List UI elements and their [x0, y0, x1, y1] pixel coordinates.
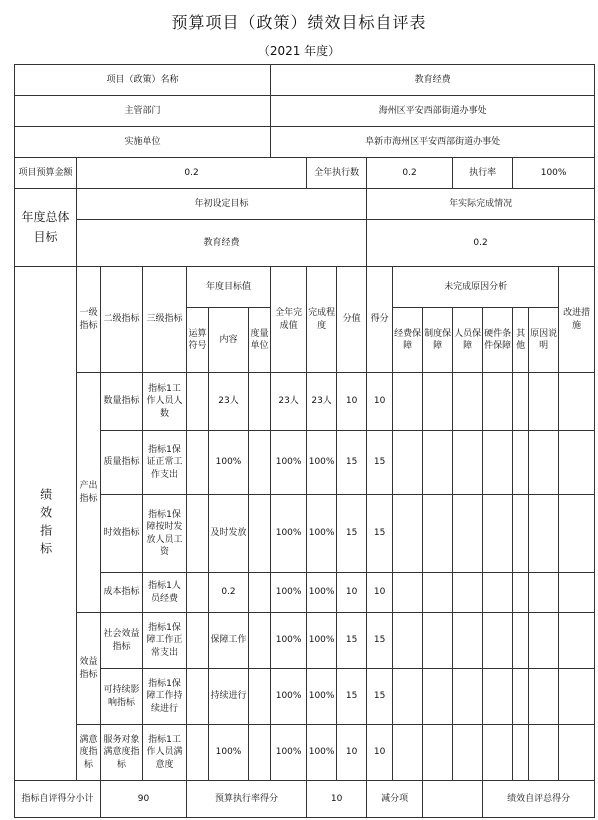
score-cell: 15 [367, 431, 393, 495]
annual-execution-label: 全年执行数 [307, 158, 367, 189]
level2-cell: 社会效益指标 [101, 613, 143, 669]
overall-goal-header-row [15, 189, 595, 220]
degree-cell: 100% [307, 495, 337, 573]
reason-system-header: 制度保障 [423, 308, 453, 373]
budget-execution-score-value: 10 [307, 781, 367, 818]
level3-cell: 指标1工作人员人数 [143, 373, 187, 431]
actual-completion-label: 年实际完成情况 [367, 189, 595, 220]
annual-target-header: 年度目标值 [187, 267, 271, 308]
initial-target-value: 教育经费 [77, 220, 367, 267]
budget-row [15, 158, 595, 189]
deduction-value [423, 781, 483, 818]
level3-cell: 指标1人员经费 [143, 573, 187, 613]
full-value-cell: 100% [271, 669, 307, 725]
annual-execution-value: 0.2 [367, 158, 453, 189]
actual-completion-value: 0.2 [367, 220, 595, 267]
reason-staff-header: 人员保障 [453, 308, 483, 373]
budget-execution-score-label: 预算执行率得分 [187, 781, 307, 818]
full-value-cell: 100% [271, 495, 307, 573]
score-cell: 15 [367, 669, 393, 725]
score-cell: 10 [367, 373, 393, 431]
score-cell: 15 [367, 613, 393, 669]
reason-hardware-header: 硬件条件保障 [483, 308, 513, 373]
level3-cell: 指标1保障工作持续进行 [143, 669, 187, 725]
budget-amount-label: 项目预算金额 [15, 158, 77, 189]
info-row-unit [15, 127, 595, 158]
unit-header: 度量单位 [249, 308, 271, 373]
score-value-header: 分值 [337, 267, 367, 373]
level2-cell: 成本指标 [101, 573, 143, 613]
degree-cell: 100% [307, 431, 337, 495]
operator-header: 运算符号 [187, 308, 209, 373]
footer-row [15, 781, 595, 818]
level3-cell: 指标1保证正常工作支出 [143, 431, 187, 495]
value-cell: 15 [337, 431, 367, 495]
department-value: 海州区平安西部街道办事处 [271, 96, 595, 127]
full-year-value-header: 全年完成值 [271, 267, 307, 373]
level1-header: 一级指标 [77, 267, 101, 373]
level3-cell: 指标1保障工作正常支出 [143, 613, 187, 669]
value-cell: 15 [337, 613, 367, 669]
completion-degree-header: 完成程度 [307, 267, 337, 373]
reason-other-header: 其他 [513, 308, 529, 373]
value-cell: 10 [337, 373, 367, 431]
content-cell: 100% [209, 725, 249, 781]
incomplete-reasons-header: 未完成原因分析 [393, 267, 559, 308]
content-cell: 100% [209, 431, 249, 495]
project-name-value: 教育经费 [271, 65, 595, 96]
full-value-cell: 100% [271, 725, 307, 781]
level2-header: 二级指标 [101, 267, 143, 373]
full-value-cell: 100% [271, 431, 307, 495]
table-row [15, 669, 595, 725]
full-value-cell: 23人 [271, 373, 307, 431]
reason-explanation-header: 原因说明 [529, 308, 559, 373]
level2-cell: 可持续影响指标 [101, 669, 143, 725]
table-row [15, 573, 595, 613]
info-row-dept [15, 96, 595, 127]
report-year: （2021 年度） [257, 44, 341, 58]
self-evaluation-table [14, 64, 595, 818]
subtotal-value: 90 [101, 781, 187, 818]
score-header: 得分 [367, 267, 393, 373]
score-cell: 15 [367, 495, 393, 573]
degree-cell: 100% [307, 669, 337, 725]
department-label: 主管部门 [15, 96, 271, 127]
budget-amount-value: 0.2 [77, 158, 307, 189]
value-cell: 15 [337, 495, 367, 573]
level3-cell: 指标1保障按时发放人员工资 [143, 495, 187, 573]
implementing-unit-value: 阜新市海州区平安西部街道办事处 [271, 127, 595, 158]
content-cell: 持续进行 [209, 669, 249, 725]
value-cell: 10 [337, 725, 367, 781]
value-cell: 10 [337, 573, 367, 613]
table-row [15, 725, 595, 781]
content-cell: 23人 [209, 373, 249, 431]
project-name-label: 项目（政策）名称 [15, 65, 271, 96]
full-value-cell: 100% [271, 573, 307, 613]
degree-cell: 23人 [307, 373, 337, 431]
full-value-cell: 100% [271, 613, 307, 669]
table-row [15, 613, 595, 669]
implementing-unit-label: 实施单位 [15, 127, 271, 158]
table-row [15, 431, 595, 495]
level2-cell: 质量指标 [101, 431, 143, 495]
output-indicators-group: 产出指标 [77, 373, 101, 613]
degree-cell: 100% [307, 725, 337, 781]
content-cell: 保障工作 [209, 613, 249, 669]
value-cell: 15 [337, 669, 367, 725]
score-cell: 10 [367, 725, 393, 781]
benefit-indicators-group: 效益指标 [77, 613, 101, 725]
satisfaction-indicators-group: 满意度指标 [77, 725, 101, 781]
content-header: 内容 [209, 308, 249, 373]
performance-indicators-label: 绩效指标 [15, 267, 77, 781]
table-row [15, 373, 595, 431]
improvement-measures-header: 改进措施 [559, 267, 595, 373]
score-cell: 10 [367, 573, 393, 613]
header-row-1 [15, 267, 595, 308]
degree-cell: 100% [307, 613, 337, 669]
content-cell: 0.2 [209, 573, 249, 613]
degree-cell: 100% [307, 573, 337, 613]
level2-cell: 服务对象满意度指标 [101, 725, 143, 781]
page-title: 预算项目（政策）绩效目标自评表 [171, 13, 427, 32]
level2-cell: 时效指标 [101, 495, 143, 573]
table-row [15, 495, 595, 573]
level2-cell: 数量指标 [101, 373, 143, 431]
total-score-label: 绩效自评总得分 [483, 781, 595, 818]
subtotal-label: 指标自评得分小计 [15, 781, 101, 818]
level3-cell: 指标1工作人员满意度 [143, 725, 187, 781]
reason-funding-header: 经费保障 [393, 308, 423, 373]
info-row-name [15, 65, 595, 96]
overall-goal-value-row [15, 220, 595, 267]
initial-target-label: 年初设定目标 [77, 189, 367, 220]
execution-rate-value: 100% [513, 158, 595, 189]
deduction-label: 减分项 [367, 781, 423, 818]
level3-header: 三级指标 [143, 267, 187, 373]
overall-goal-label: 年度总体目标 [15, 189, 77, 267]
execution-rate-label: 执行率 [453, 158, 513, 189]
content-cell: 及时发放 [209, 495, 249, 573]
